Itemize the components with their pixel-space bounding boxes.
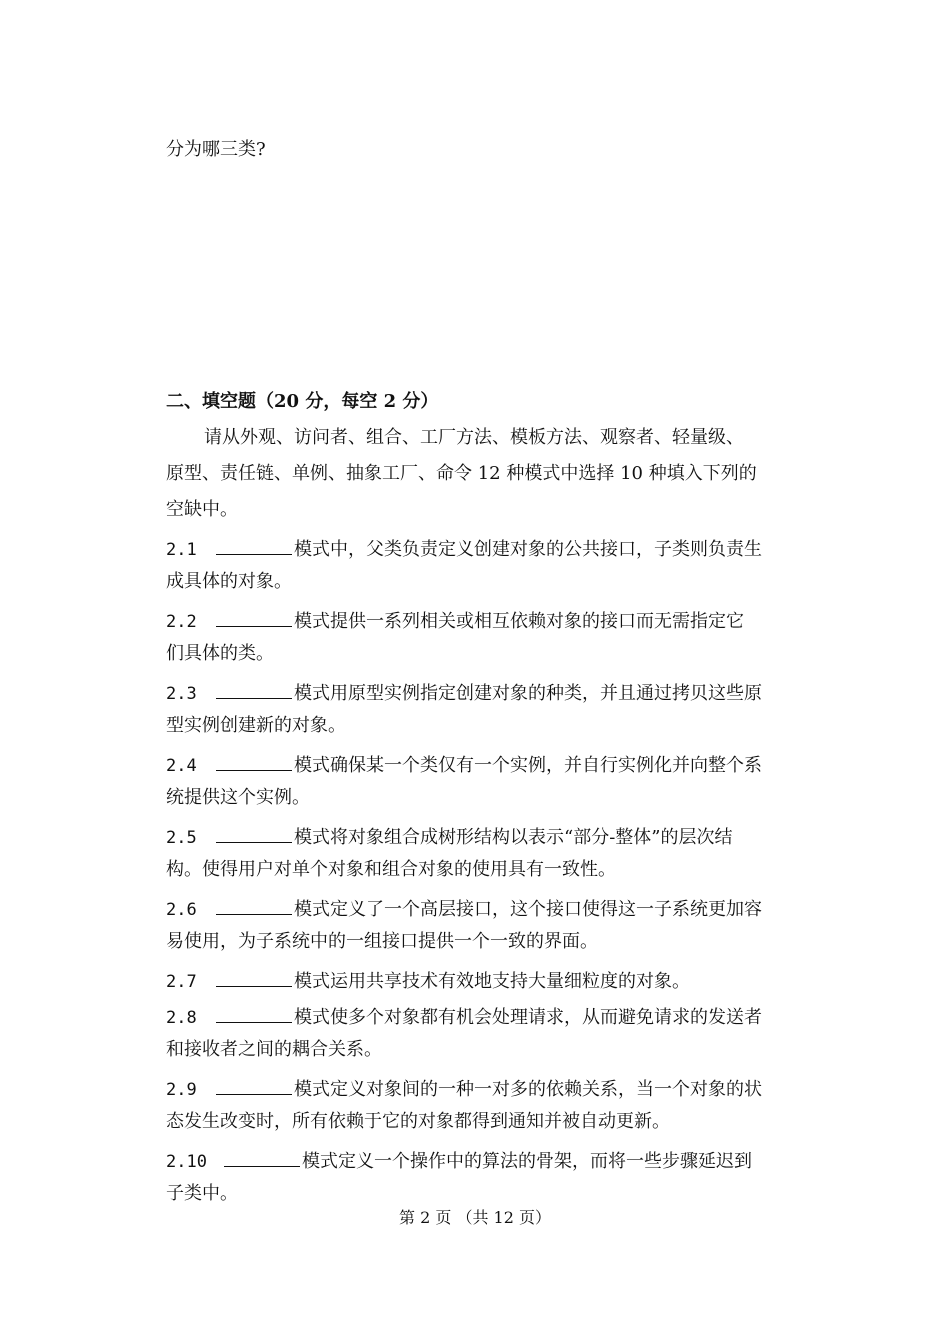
question-number: 2.1 — [166, 540, 197, 560]
question-text: 模式定义对象间的一种一对多的依赖关系，当一个对象的状 — [294, 1079, 762, 1100]
question-text: 模式将对象组合成树形结构以表示“部分-整体”的层次结 — [294, 827, 733, 848]
instruction-line: 请从外观、访问者、组合、工厂方法、模板方法、观察者、轻量级、 — [204, 427, 744, 448]
question-continuation: 子类中。 — [166, 1183, 238, 1204]
section-title: 二、填空题（20 分，每空 2 分） — [166, 391, 439, 412]
question-text: 模式定义一个操作中的算法的骨架，而将一些步骤延迟到 — [302, 1151, 752, 1172]
question-number: 2.7 — [166, 972, 197, 992]
question-number: 2.3 — [166, 684, 197, 704]
question-continuation: 统提供这个实例。 — [166, 787, 310, 808]
instruction-line: 空缺中。 — [166, 499, 238, 520]
question-text: 模式运用共享技术有效地支持大量细粒度的对象。 — [294, 971, 690, 992]
question-number: 2.2 — [166, 612, 197, 632]
question-text: 模式用原型实例指定创建对象的种类，并且通过拷贝这些原 — [294, 683, 762, 704]
question-2-10 — [166, 1146, 752, 1174]
question-continuation: 型实例创建新的对象。 — [166, 715, 346, 736]
question-text: 模式定义了一个高层接口，这个接口使得这一子系统更加容 — [294, 899, 762, 920]
answer-blank[interactable] — [216, 678, 292, 699]
question-2-1 — [166, 534, 762, 562]
instruction-line: 原型、责任链、单例、抽象工厂、命令 12 种模式中选择 10 种填入下列的 — [166, 463, 757, 484]
question-number: 2.10 — [166, 1152, 207, 1172]
question-continuation: 们具体的类。 — [166, 643, 274, 664]
question-2-7 — [166, 966, 690, 994]
answer-blank[interactable] — [216, 1074, 292, 1095]
question-2-8 — [166, 1002, 762, 1030]
question-2-3 — [166, 678, 762, 706]
answer-blank[interactable] — [216, 822, 292, 843]
question-2-6 — [166, 894, 762, 922]
answer-blank[interactable] — [216, 1002, 292, 1023]
question-2-9 — [166, 1074, 762, 1102]
answer-blank[interactable] — [216, 750, 292, 771]
question-number: 2.9 — [166, 1080, 197, 1100]
question-continuation: 和接收者之间的耦合关系。 — [166, 1039, 382, 1060]
question-number: 2.6 — [166, 900, 197, 920]
previous-question-tail: 分为哪三类? — [166, 139, 266, 160]
question-text: 模式确保某一个类仅有一个实例，并自行实例化并向整个系 — [294, 755, 762, 776]
question-text: 模式提供一系列相关或相互依赖对象的接口而无需指定它 — [294, 611, 744, 632]
page-footer: 第 2 页 （共 12 页） — [399, 1208, 551, 1227]
question-2-2 — [166, 606, 744, 634]
question-continuation: 态发生改变时，所有依赖于它的对象都得到通知并被自动更新。 — [166, 1111, 670, 1132]
answer-blank[interactable] — [216, 894, 292, 915]
answer-blank[interactable] — [216, 534, 292, 555]
question-text: 模式中，父类负责定义创建对象的公共接口，子类则负责生 — [294, 539, 762, 560]
question-2-5 — [166, 822, 732, 850]
question-continuation: 成具体的对象。 — [166, 571, 292, 592]
question-2-4 — [166, 750, 762, 778]
question-continuation: 构。使得用户对单个对象和组合对象的使用具有一致性。 — [166, 859, 616, 880]
question-text: 模式使多个对象都有机会处理请求，从而避免请求的发送者 — [294, 1007, 762, 1028]
answer-blank[interactable] — [216, 606, 292, 627]
question-number: 2.5 — [166, 828, 197, 848]
answer-blank[interactable] — [224, 1146, 300, 1167]
answer-blank[interactable] — [216, 966, 292, 987]
question-continuation: 易使用，为子系统中的一组接口提供一个一致的界面。 — [166, 931, 598, 952]
question-number: 2.4 — [166, 756, 197, 776]
question-number: 2.8 — [166, 1008, 197, 1028]
